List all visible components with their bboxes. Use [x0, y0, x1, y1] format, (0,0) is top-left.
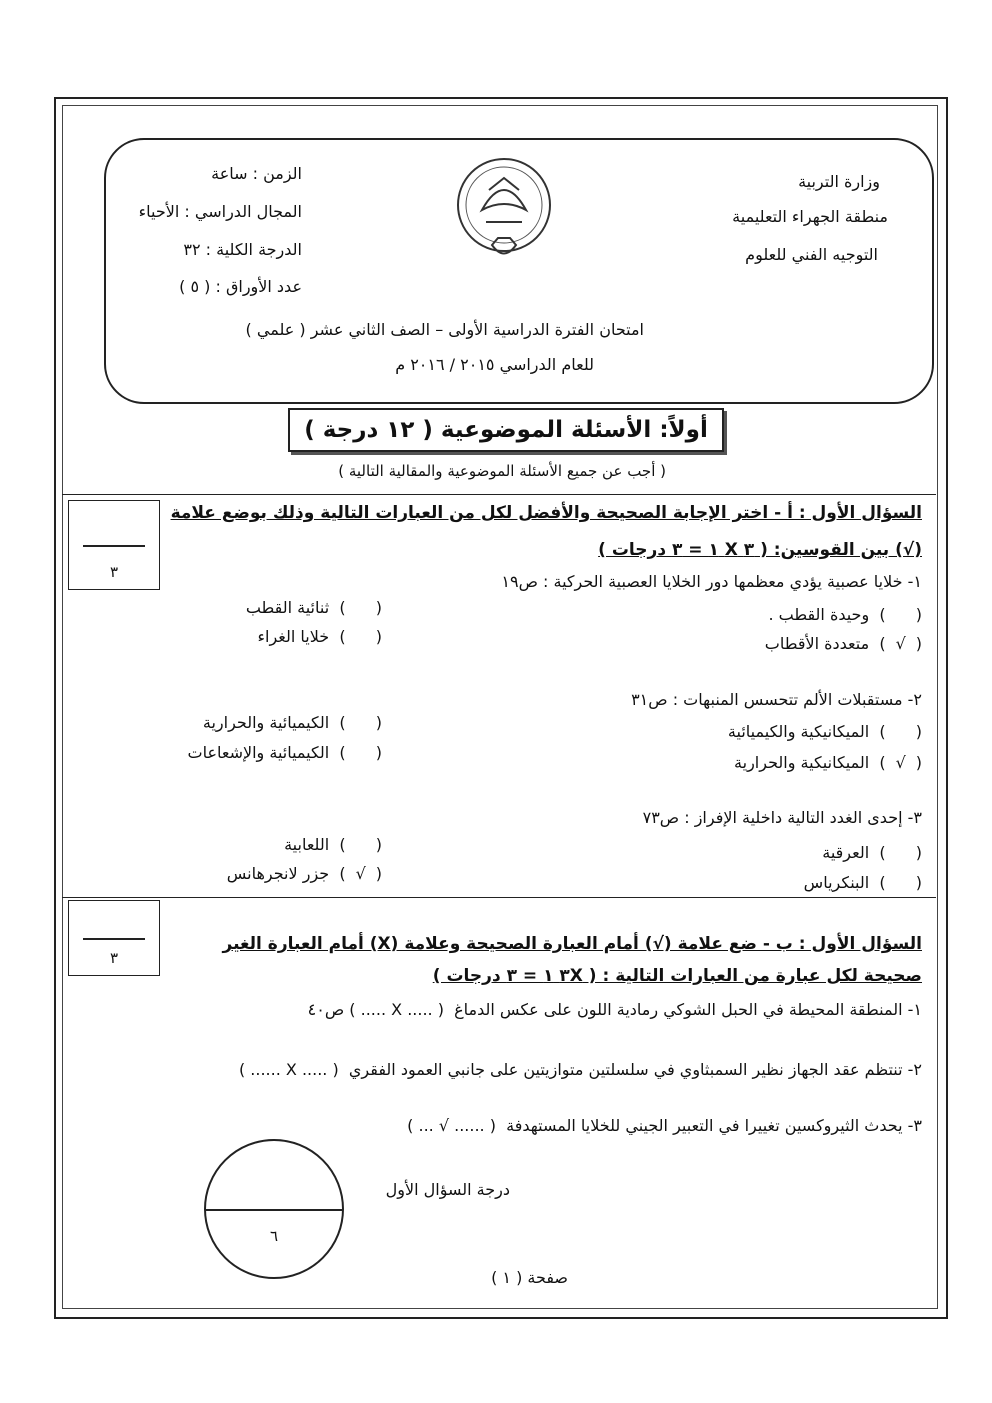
option-text: اللعابية: [284, 835, 330, 854]
q1-total-label: درجة السؤال الأول: [385, 1180, 510, 1199]
sheet-count: عدد الأوراق : ( ٥ ): [179, 277, 302, 296]
q1b-item-2: [239, 1060, 922, 1079]
instructions: ( أجب عن جميع الأسئلة الموضوعية والمقالية التالية ): [338, 462, 666, 480]
page-number: صفحة ( ١ ): [491, 1268, 568, 1287]
q1a-item-1-stem: ١- خلايا عصبية يؤدي معظمها دور الخلايا العصبية الحركية : ص١٩: [501, 572, 922, 591]
department-name: التوجيه الفني للعلوم: [745, 245, 878, 264]
score-value: ٣: [109, 949, 119, 967]
academic-year: للعام الدراسي ٢٠١٥ / ٢٠١٦ م: [395, 355, 594, 374]
q1b-subheading: صحيحة لكل عبارة من العبارات التالية : ( ٣X ١ = ٣ درجات ): [432, 966, 922, 986]
option[interactable]: ( ) اللعابية: [284, 835, 382, 854]
subject-field: المجال الدراسي : الأحياء: [138, 202, 302, 221]
statement-text: ١- المنطقة المحيطة في الحبل الشوكي رمادية اللون على عكس الدماغ: [454, 1000, 922, 1019]
option-text: متعددة الأقطاب: [764, 634, 870, 653]
district-name: منطقة الجهراء التعليمية: [732, 207, 888, 226]
option-text: الميكانيكية والحرارية: [734, 753, 870, 772]
state-emblem-icon: [444, 150, 564, 270]
section-title: أولاً: الأسئلة الموضوعية ( ١٢ درجة ): [288, 408, 724, 452]
option[interactable]: ( ) ثنائية القطب: [245, 598, 382, 617]
option[interactable]: ( ) الكيميائية والحرارية: [202, 713, 382, 732]
total-grade: الدرجة الكلية : ٣٢: [183, 240, 302, 259]
exam-title: امتحان الفترة الدراسية الأولى – الصف الثاني عشر ( علمي ): [245, 320, 644, 339]
q1a-item-3-stem: ٣- إحدى الغدد التالية داخلية الإفراز : ص٧٣: [642, 808, 922, 827]
option[interactable]: ( ) الكيميائية والإشعاعات: [187, 743, 382, 762]
option-text: ثنائية القطب: [245, 598, 330, 617]
q1-total-value: ٦: [269, 1227, 279, 1245]
divider: [62, 494, 936, 495]
exam-duration: الزمن : ساعة: [211, 164, 302, 183]
option-text: العرقية: [822, 843, 870, 862]
option-text: البنكرياس: [803, 873, 870, 892]
option[interactable]: ( ) الميكانيكية والكيميائية: [727, 722, 922, 741]
q1a-heading: السؤال الأول : أ - اختر الإجابة الصحيحة والأفضل لكل من العبارات التالية وذلك بوضع علامة: [170, 503, 922, 523]
option[interactable]: ( √ ) جزر لانجرهانس: [226, 864, 382, 883]
score-box-q1b: [68, 900, 160, 976]
option-text: جزر لانجرهانس: [226, 864, 330, 883]
option[interactable]: ( ) العرقية: [822, 843, 922, 862]
option-mark: √: [355, 864, 366, 883]
option-text: خلايا الغراء: [257, 627, 330, 646]
option[interactable]: ( ) خلايا الغراء: [257, 627, 382, 646]
answer-blank[interactable]: ( ..... X ...... ): [238, 1060, 339, 1079]
ministry-name: وزارة التربية: [798, 172, 880, 191]
q1b-item-1: [308, 1000, 922, 1019]
answer-blank[interactable]: ( ...... √ ... ): [407, 1116, 496, 1135]
q1-total-circle: [204, 1139, 344, 1279]
score-box-q1a: [68, 500, 160, 590]
option-text: الكيميائية والحرارية: [202, 713, 330, 732]
option-mark: √: [895, 753, 906, 772]
q1b-item-3: [407, 1116, 922, 1135]
q1a-subheading: (√) بين القوسين: ( ٣ X ١ = ٣ درجات ): [598, 540, 922, 560]
option-mark: √: [895, 634, 906, 653]
divider: [62, 897, 936, 898]
answer-blank[interactable]: ( ..... X ..... ) ص٤٠: [307, 1000, 444, 1019]
option-text: وحيدة القطب .: [768, 605, 870, 624]
q1a-item-2-stem: ٢- مستقبلات الألم تتحسس المنبهات : ص٣١: [631, 690, 922, 709]
option[interactable]: ( √ ) الميكانيكية والحرارية: [734, 753, 922, 772]
option-text: الميكانيكية والكيميائية: [727, 722, 870, 741]
option[interactable]: ( ) البنكرياس: [803, 873, 922, 892]
q1b-heading: السؤال الأول : ب - ضع علامة (√) أمام العبارة الصحيحة وعلامة (X) أمام العبارة الغير: [222, 934, 922, 954]
option-text: الكيميائية والإشعاعات: [187, 743, 330, 762]
option[interactable]: ( ) وحيدة القطب .: [768, 605, 922, 624]
statement-text: ٣- يحدث الثيروكسين تغييرا في التعبير الجيني للخلايا المستهدفة: [506, 1116, 922, 1135]
score-value: ٣: [109, 563, 119, 581]
statement-text: ٢- تنتظم عقد الجهاز نظير السمبثاوي في سلسلتين متوازيتين على جانبي العمود الفقري: [348, 1060, 922, 1079]
option[interactable]: ( √ ) متعددة الأقطاب: [764, 634, 922, 653]
